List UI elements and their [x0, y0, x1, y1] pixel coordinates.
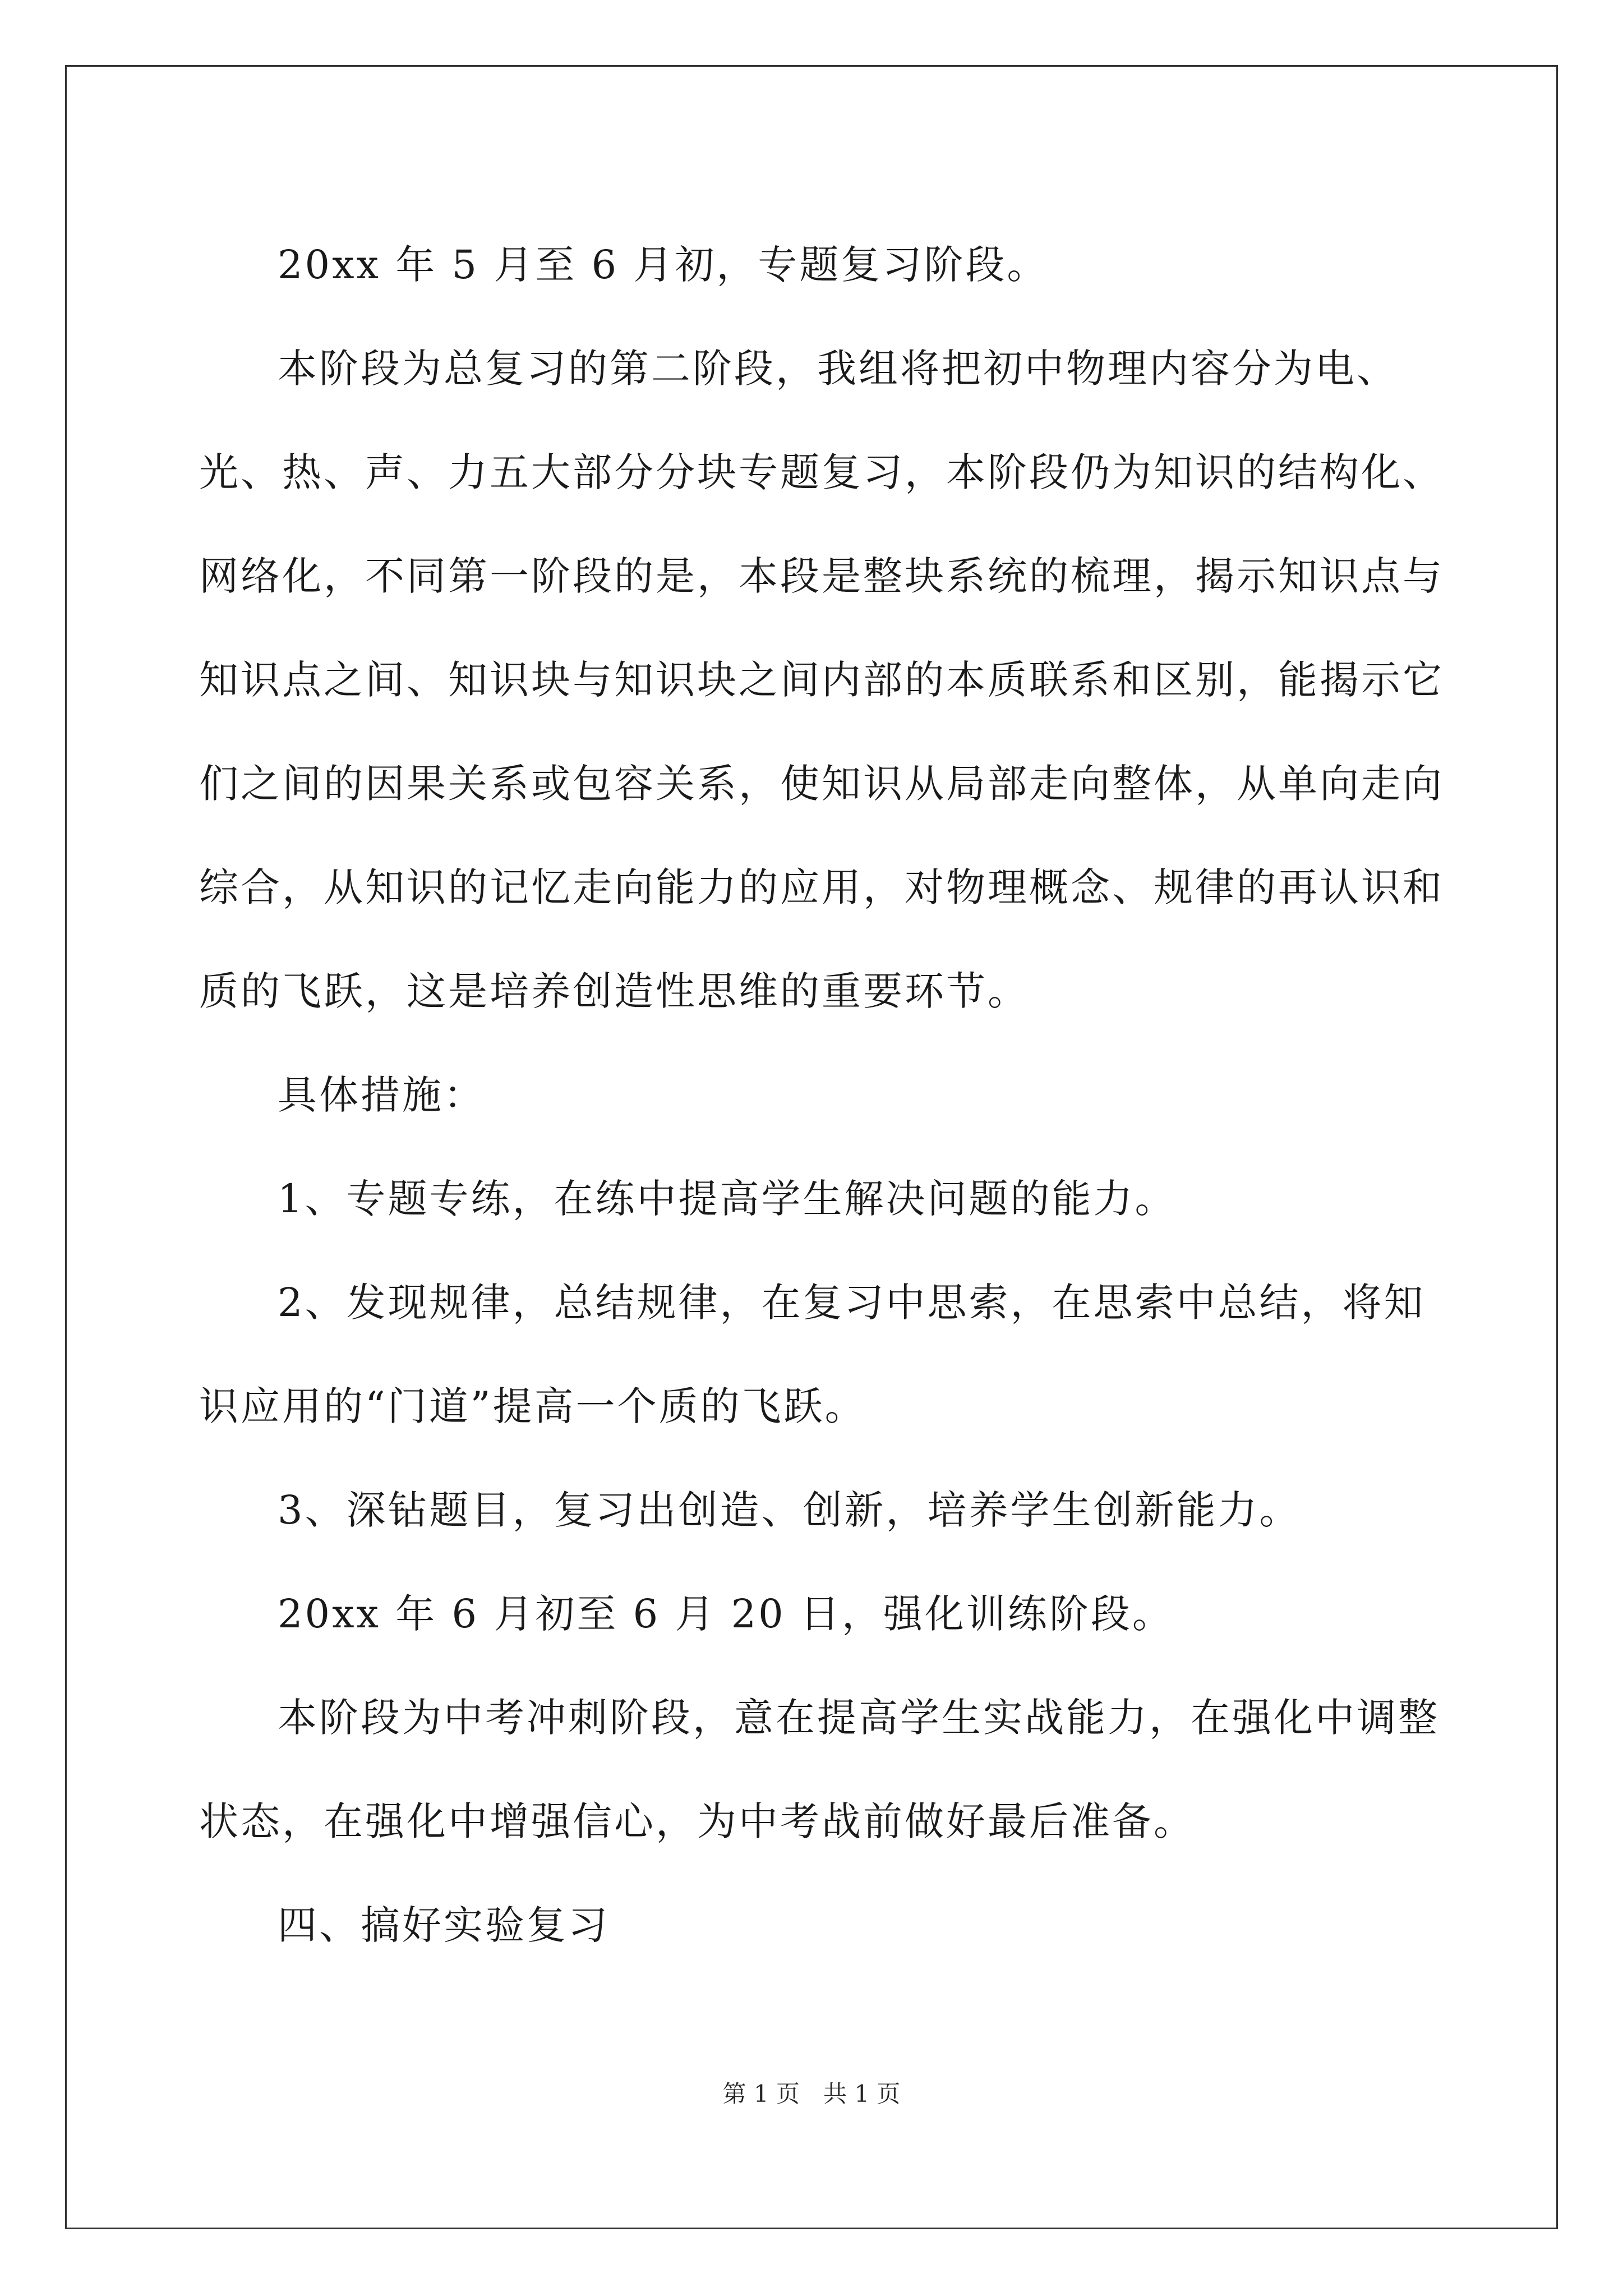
paragraph: 2、发现规律，总结规律，在复习中思索，在思索中总结，将知识应用的“门道”提高一个质的飞跃。	[199, 1280, 1426, 1429]
paragraph: 20xx 年 5 月至 6 月初，专题复习阶段。	[278, 242, 1049, 288]
paragraph: 具体措施：	[278, 1072, 485, 1118]
paragraph: 四、搞好实验复习	[278, 1902, 610, 1948]
paragraph: 3、深钻题目，复习出创造、创新，培养学生创新能力。	[278, 1487, 1301, 1533]
page-footer: 第 1 页 共 1 页	[722, 2080, 901, 2108]
paragraph: 本阶段为中考冲刺阶段，意在提高学生实战能力，在强化中调整状态，在强化中增强信心，为中考战前做好最后准备。	[199, 1695, 1440, 1844]
paragraph: 1、专题专练，在练中提高学生解决问题的能力。	[278, 1176, 1177, 1222]
paragraph: 本阶段为总复习的第二阶段，我组将把初中物理内容分为电、光、热、声、力五大部分分块专题复习，本阶段仍为知识的结构化、网络化，不同第一阶段的是，本段是整块系统的梳理，揭示知识点与知识点之间、知识块与知识块之间内部的本质联系和区别，能揭示它们之间的因果关系或包容关系，使知识从局部走向整体，从单向走向综合，从知识的记忆走向能力的应用，对物理概念、规律的再认识和质的飞跃，这是培养创造性思维的重要环节。	[199, 346, 1444, 1014]
document-body	[199, 213, 1455, 1977]
paragraph: 20xx 年 6 月初至 6 月 20 日，强化训练阶段。	[278, 1591, 1174, 1637]
